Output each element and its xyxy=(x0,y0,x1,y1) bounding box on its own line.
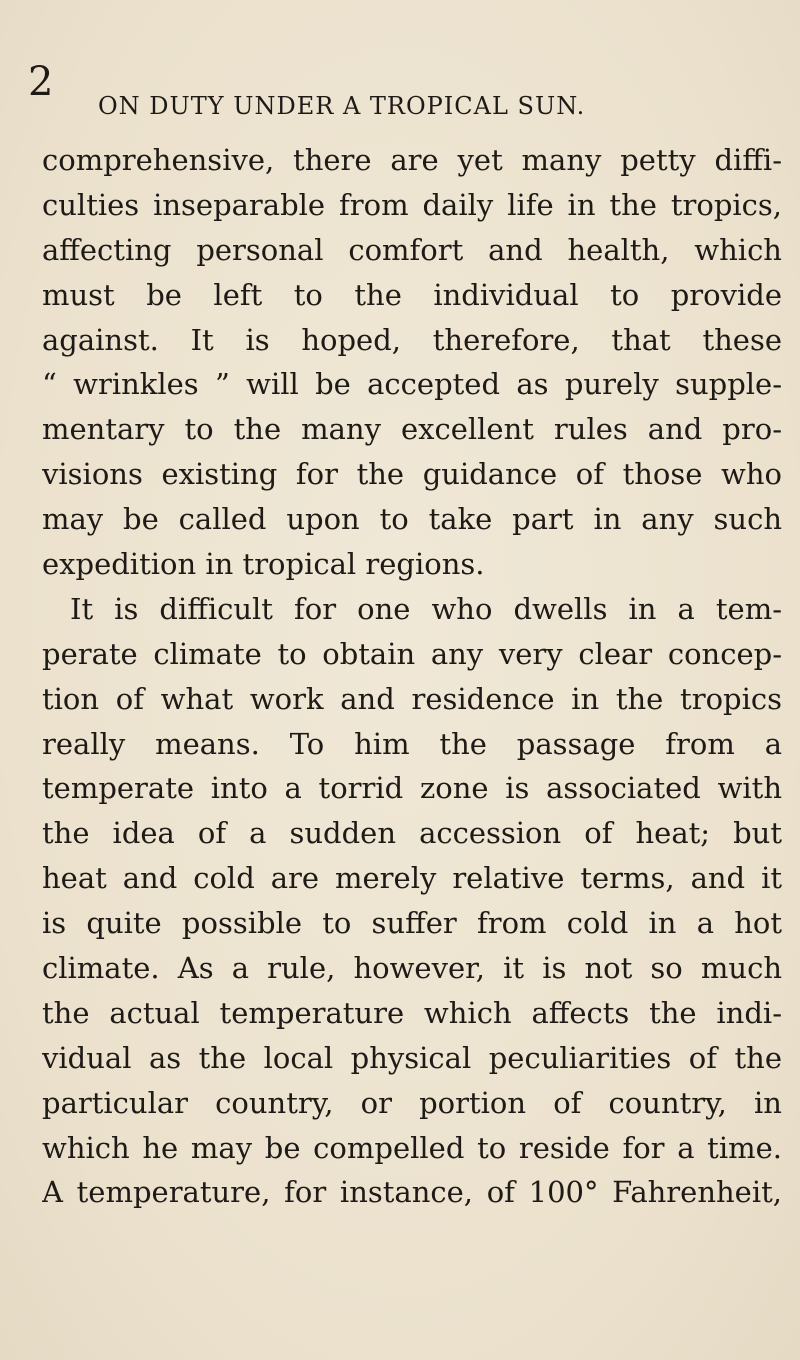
text-line: It is difficult for one who dwells in a tem- xyxy=(70,591,782,626)
body-text xyxy=(42,138,782,1215)
text-line: temperate into a torrid zone is associated with xyxy=(42,771,782,806)
text-line: vidual as the local physical peculiarities of the xyxy=(42,1040,782,1075)
text-line: the actual temperature which affects the indi- xyxy=(42,995,782,1030)
text-line: may be called upon to take part in any such xyxy=(42,502,782,537)
text-line: which he may be compelled to reside for a time. xyxy=(42,1130,782,1165)
text-line: the idea of a sudden accession of heat; but xyxy=(42,816,782,851)
text-line: expedition in tropical regions. xyxy=(42,547,485,582)
running-head: ON DUTY UNDER A TROPICAL SUN. xyxy=(98,92,586,120)
text-line: must be left to the individual to provide xyxy=(42,277,782,312)
text-line: climate. As a rule, however, it is not so much xyxy=(42,951,782,986)
text-line: affecting personal comfort and health, which xyxy=(42,232,782,267)
text-line: heat and cold are merely relative terms, and it xyxy=(42,861,782,896)
text-line: culties inseparable from daily life in the tropics, xyxy=(42,187,782,222)
text-line: against. It is hoped, therefore, that these xyxy=(42,322,782,357)
text-line: comprehensive, there are yet many petty diffi- xyxy=(42,143,782,177)
text-line: really means. To him the passage from a xyxy=(42,726,782,761)
text-line: is quite possible to suffer from cold in a hot xyxy=(42,906,782,941)
text-line: tion of what work and residence in the tropics xyxy=(42,681,782,716)
text-line: A temperature, for instance, of 100° Fahrenheit, xyxy=(42,1175,782,1210)
text-line: visions existing for the guidance of those who xyxy=(42,457,782,492)
text-line: “ wrinkles ” will be accepted as purely supple- xyxy=(42,367,782,402)
page-number: 2 xyxy=(28,59,54,105)
text-line: mentary to the many excellent rules and pro- xyxy=(42,412,782,447)
text-line: particular country, or portion of country, in xyxy=(42,1085,782,1120)
text-line: perate climate to obtain any very clear concep- xyxy=(42,636,782,671)
